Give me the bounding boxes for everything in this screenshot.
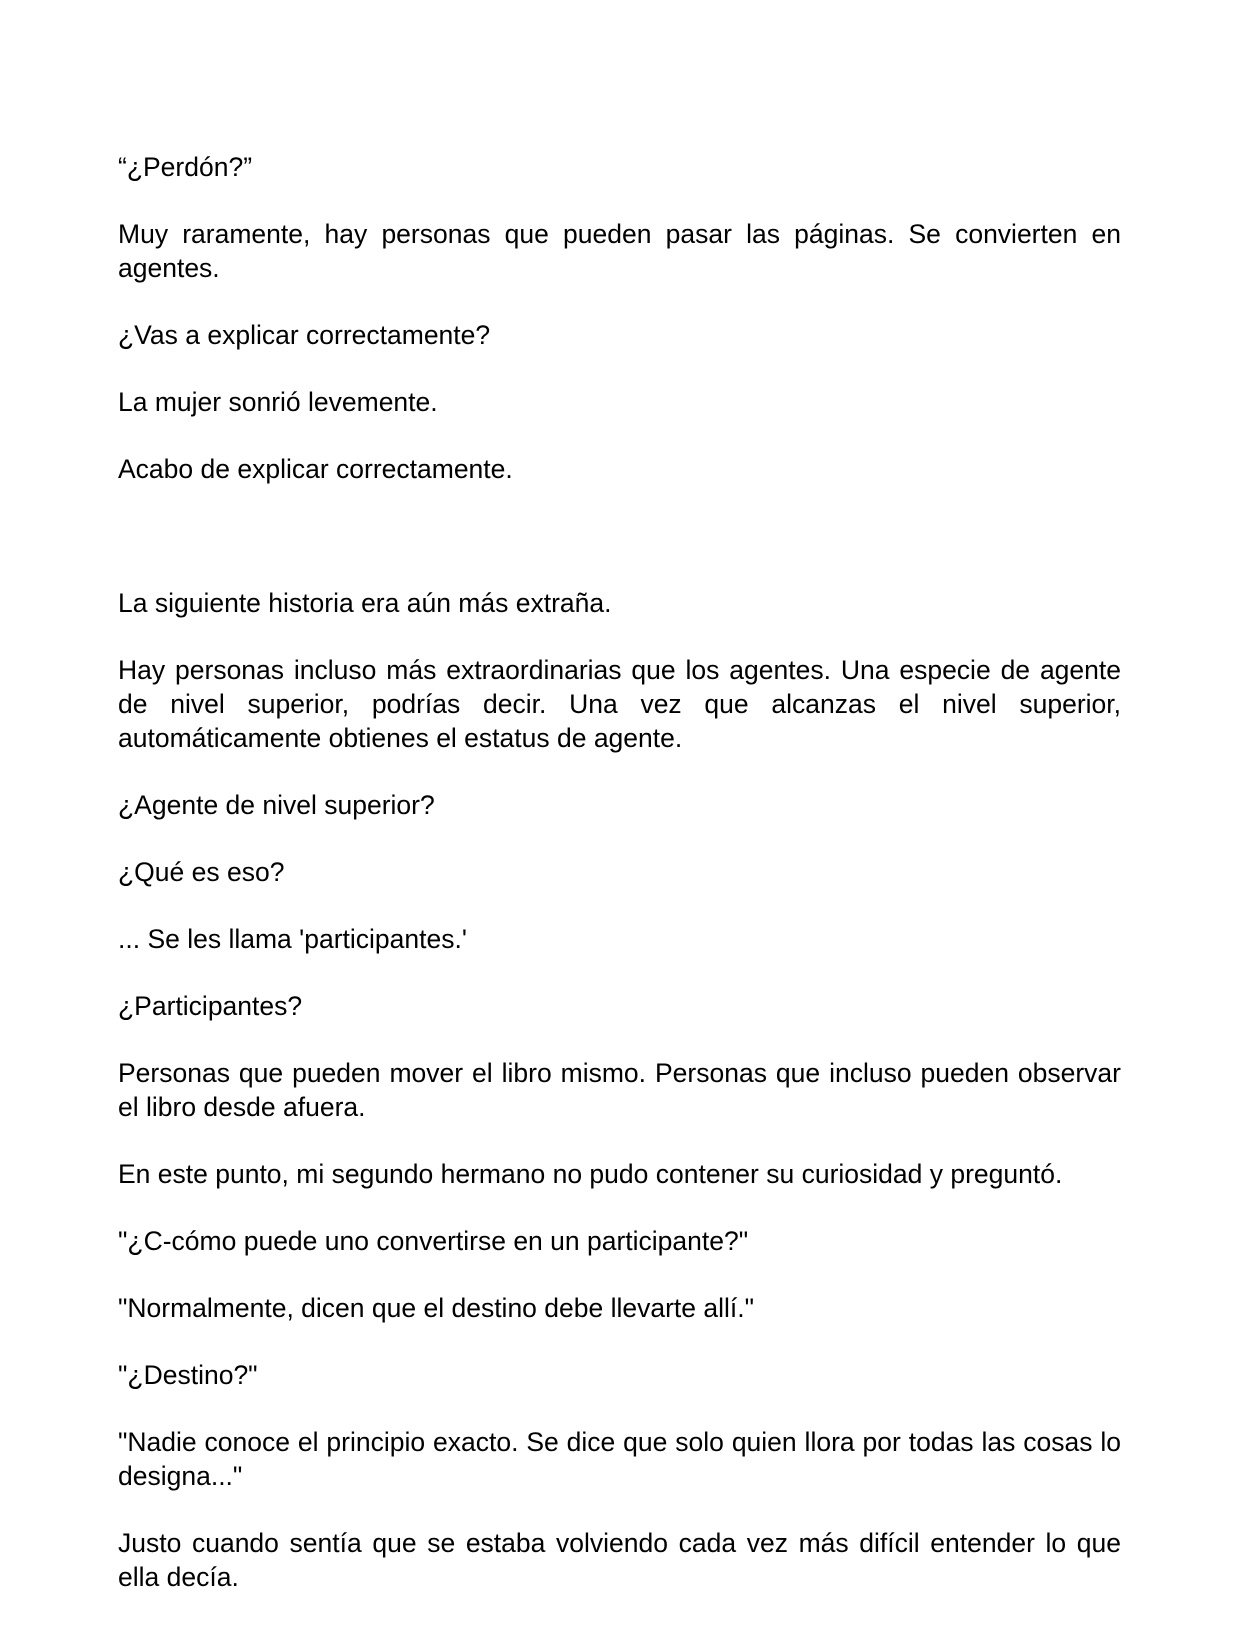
paragraph: Personas que pueden mover el libro mismo. Personas que incluso pueden observar el libro desde afuera. [118, 1058, 1121, 1122]
paragraph: Muy raramente, hay personas que pueden pasar las páginas. Se convierten en agentes. [118, 219, 1121, 283]
paragraph: Acabo de explicar correctamente. [118, 454, 513, 484]
paragraph: La mujer sonrió levemente. [118, 387, 438, 417]
paragraph: Justo cuando sentía que se estaba volviendo cada vez más difícil entender lo que ella decía. [118, 1528, 1121, 1592]
paragraph: Hay personas incluso más extraordinarias que los agentes. Una especie de agente de nivel superior, podrías decir. Una vez que alcanzas el nivel superior, automáticamente obtienes el estatus de agente. [118, 655, 1121, 753]
paragraph: "¿Destino?" [118, 1360, 258, 1390]
paragraph: La siguiente historia era aún más extraña. [118, 588, 612, 618]
paragraph: "¿C-cómo puede uno convertirse en un participante?" [118, 1226, 749, 1256]
paragraph: ¿Participantes? [118, 991, 303, 1021]
paragraph: “¿Perdón?” [118, 152, 253, 182]
paragraph: ¿Agente de nivel superior? [118, 790, 435, 820]
paragraph: "Normalmente, dicen que el destino debe llevarte allí." [118, 1293, 755, 1323]
paragraph: ¿Vas a explicar correctamente? [118, 320, 491, 350]
section-gap [118, 519, 1121, 586]
paragraph: "Nadie conoce el principio exacto. Se dice que solo quien llora por todas las cosas lo designa..." [118, 1427, 1121, 1491]
document-page [118, 150, 1121, 1627]
paragraph: ¿Qué es eso? [118, 857, 285, 887]
paragraph: En este punto, mi segundo hermano no pudo contener su curiosidad y preguntó. [118, 1159, 1063, 1189]
paragraph: ... Se les llama 'participantes.' [118, 924, 467, 954]
